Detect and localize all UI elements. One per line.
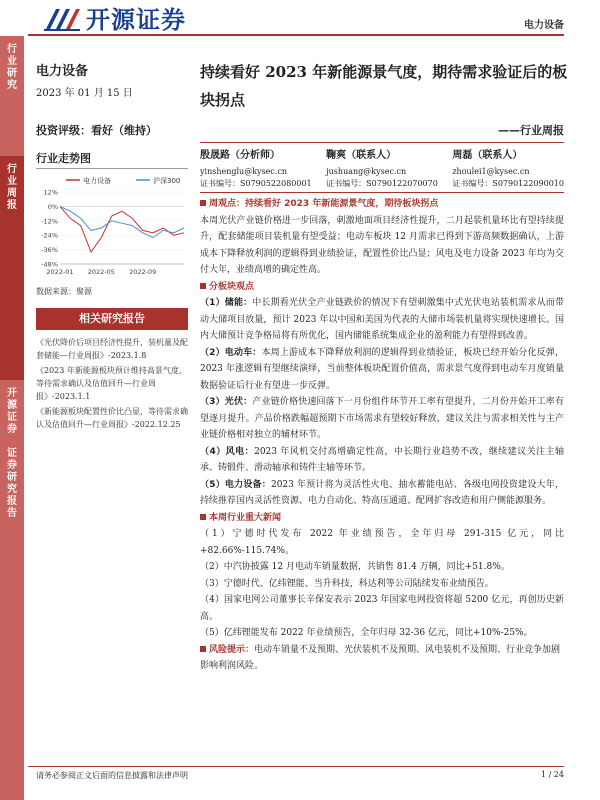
legend-label: 沪深300 (153, 177, 181, 185)
analyst-name: 鞠爽（联系人） (326, 150, 397, 161)
title-divider (200, 142, 564, 143)
series-line (60, 206, 184, 252)
weekly-view-heading (200, 196, 564, 213)
sector-view-text: 中长期看光伏全产业链跌价的情况下有望刺激集中式光伏电站装机需求从而带动大储项目放量，预计 2023 年以中国和美国为代表的大储市场装机量将实现快速增长。国内大储预计竞争格局将有所优化，国内储能系统集成企业的盈利能力有望得到改善。 (200, 298, 564, 341)
weekly-view-heading-text: 周观点：持续看好 2023 年新能源景气度，期待板块拐点 (209, 199, 439, 209)
analyst-email[interactable]: zhoulei1@kysec.cn (452, 167, 530, 176)
risk-text: 电动车销量不及预期、光伏装机不及预期、风电装机不及预期、行业竞争加剧影响利润风险。 (200, 644, 561, 671)
news-item: （1）宁德时代发布 2022 年业绩预告，全年归母 291-315 亿元，同比+82.66%-115.74%。 (200, 529, 564, 556)
analyst-name: 周磊（联系人） (452, 150, 523, 161)
analyst-cert: 证书编号：S0790122070070 (326, 179, 438, 188)
risk-label: 风险提示： (209, 644, 255, 655)
news-item: （5）亿纬锂能发布 2022 年业绩预告，全年归母 32-36 亿元，同比+10%-25%。 (200, 628, 533, 638)
analyst-email[interactable]: jushuang@kysec.cn (326, 167, 407, 176)
y-tick-label: -24% (41, 231, 58, 240)
related-report-item[interactable]: 《光伏降价后项目经济性提升，装机量及配套储能—行业周报》-2023.1.8 (36, 338, 188, 360)
y-tick-label: -48% (41, 260, 58, 269)
trend-divider (36, 168, 188, 169)
y-tick-label: 0% (47, 202, 58, 211)
sector-view-item (200, 394, 564, 444)
header-divider (28, 34, 564, 36)
x-tick-label: 2022-09 (129, 268, 157, 276)
sector-view-label: （4）风电： (200, 446, 255, 457)
square-bullet-icon (200, 646, 206, 652)
sector-view-item (200, 444, 564, 477)
sector-view-item (200, 477, 564, 510)
sector-views-heading (200, 279, 564, 296)
sector-view-item (200, 295, 564, 345)
data-source: 数据来源：聚源 (36, 287, 92, 296)
sector-view-text: 2023 年风机交付高增确定性高，中长期行业趋势不改，继续建议关注主轴承、铸锻件、滑动轴承和铸件主轴等环节。 (200, 446, 564, 473)
related-reports-list (36, 336, 188, 433)
sector-view-label: （2）电动车： (200, 347, 262, 358)
sector-view-text: 本周上游成本下降释放利润的逻辑得到业绩验证，板块已经开始分化反弹，2023 年涨逻辑有望继续演绎，当前整体板块配置价值高，需求景气度得到电动车月度销量数据验证后行业有望进一步反弹。 (200, 347, 564, 391)
analyst-name: 殷晟路（分析师） (200, 150, 280, 161)
sector-view-label: （1）储能： (200, 298, 253, 308)
report-title: 持续看好 2023 年新能源景气度，期待需求验证后的板块拐点 (200, 63, 568, 109)
news-heading-text: 本周行业重大新闻 (209, 512, 282, 523)
analyst-block (200, 150, 564, 190)
related-report-item[interactable]: 《新能源板块配置性价比凸显，等待需求确认及估值回升—行业周报》-2022.12.25 (36, 407, 188, 429)
trend-chart-title: 行业走势图 (36, 152, 91, 165)
analyst-cert: 证书编号：S0790522080001 (200, 179, 312, 188)
analyst-cert: 证书编号：S0790122090010 (452, 179, 564, 188)
square-bullet-icon (200, 200, 206, 206)
logo-mark-icon (44, 3, 80, 31)
news-item: （4）国家电网公司董事长辛保安表示 2023 年国家电网投资将超 5200 亿元，再创历史新高。 (200, 595, 564, 622)
news-item: （2）中汽协披露 12 月电动车销量数据，共销售 81.4 万辆，同比+51.8%。 (200, 562, 510, 572)
analyst-card (452, 150, 564, 190)
sector-name: 电力设备 (36, 64, 89, 79)
report-body (200, 196, 564, 675)
y-tick-label: -36% (41, 246, 58, 255)
analyst-card (326, 150, 438, 190)
strip-kaiyuan-research: 开 源 证 券 证 券 研 究 报 告 (0, 380, 24, 800)
investment-rating: 投资评级：看好（维持） (36, 124, 157, 137)
y-tick-label: 12% (43, 188, 58, 197)
analyst-email[interactable]: yinshenglu@kysec.cn (200, 167, 288, 176)
y-tick-label: -12% (41, 217, 58, 226)
header-category: 电力设备 (524, 20, 564, 31)
sector-view-text: 2023 年预计将为灵活性火电、抽水蓄能电站、各级电网投资建设大年，持续推荐国内灵活性资源、电力自动化、特高压通道、配网扩容改造和用户侧能源服务。 (200, 479, 564, 506)
x-tick-label: 2022-05 (87, 268, 115, 276)
strip-weekly-report: 行 业 周 报 (0, 156, 24, 380)
related-reports-header: 相关研究报告 (36, 308, 188, 330)
sector-view-item (200, 345, 564, 395)
footer-disclaimer[interactable]: 请务必参阅正文后面的信息披露和法律声明 (36, 771, 188, 780)
strip-industry-research: 行 业 研 究 (0, 36, 24, 156)
sector-view-label: （5）电力设备： (200, 479, 271, 490)
report-subtitle: ——行业周报 (498, 124, 564, 137)
trend-chart (36, 172, 188, 282)
related-report-item[interactable]: 《2023 年新能源板块预计维持高景气度，等待需求确认及估值回升—行业周报》-2023.1.1 (36, 366, 187, 401)
sector-view-text: 产业链价格快速回落下一月份组件环节开工率有望提升，二月份开始开工率有望逐月提升。产品价格跌幅超预期下市场需求有望较好释放，建议关注与需求相关性与主产业链价格相对独立的辅材环节。 (200, 397, 564, 440)
news-item: （3）宁德时代、亿纬锂能、当升科技，科达利等公司陆续发布业绩预告。 (200, 578, 494, 589)
footer-divider (28, 766, 564, 767)
legend-label: 电力设备 (83, 177, 111, 185)
page-number: 1 / 24 (540, 770, 564, 779)
side-strip (0, 0, 24, 800)
analyst-card (200, 150, 312, 190)
logo-text: 开源证券 (86, 5, 186, 34)
risk-warning (200, 642, 564, 675)
company-logo (44, 2, 186, 32)
square-bullet-icon (200, 283, 206, 289)
sector-views-heading-text: 分板块观点 (209, 281, 255, 292)
sector-view-label: （3）光伏： (200, 397, 253, 407)
weekly-view-paragraph: 本周光伏产业链价格进一步回落，刺激地面项目经济性提升，二月起装机量环比有望持续提升，配套储能项目装机量有望受益；电动车板块 12 月需求已得到下游高频数据确认，上游成本下降释放利润的逻辑得到业绩验证，配置性价比凸显；风电及电力设备 2023 年均为交付大年，业绩高增的确定性高。 (200, 215, 564, 275)
report-date: 2023 年 01 月 15 日 (36, 88, 133, 99)
analyst-divider (200, 192, 564, 193)
news-heading (200, 510, 564, 527)
x-tick-label: 2022-01 (46, 268, 74, 276)
square-bullet-icon (200, 514, 206, 520)
